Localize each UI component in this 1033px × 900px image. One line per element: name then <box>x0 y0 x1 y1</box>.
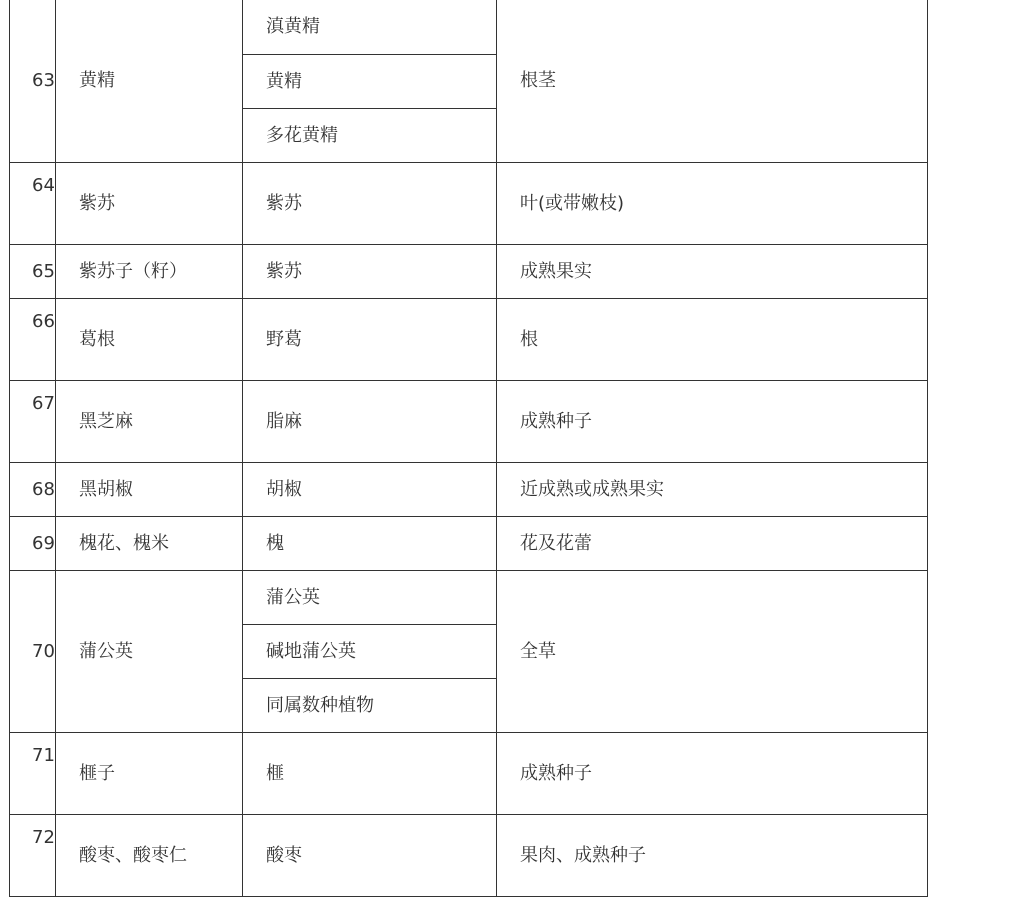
herb-name-cell: 紫苏子（籽） <box>56 245 243 299</box>
herb-name-cell: 酸枣、酸枣仁 <box>56 815 243 897</box>
species-cell: 多花黄精 <box>243 109 497 163</box>
plant-part-cell: 花及花蕾 <box>497 517 928 571</box>
species-cell: 胡椒 <box>243 463 497 517</box>
species-cell: 黄精 <box>243 55 497 109</box>
plant-part-cell: 根茎 <box>497 0 928 163</box>
species-cell: 同属数种植物 <box>243 679 497 733</box>
row-number-cell: 69 <box>10 517 56 571</box>
row-number-cell: 72 <box>10 815 56 897</box>
herb-name-cell: 槐花、槐米 <box>56 517 243 571</box>
species-cell: 紫苏 <box>243 245 497 299</box>
row-number-cell: 64 <box>10 163 56 245</box>
row-number-cell: 71 <box>10 733 56 815</box>
herb-name-cell: 榧子 <box>56 733 243 815</box>
table-row <box>10 571 928 625</box>
herb-name-cell: 葛根 <box>56 299 243 381</box>
plant-part-cell: 根 <box>497 299 928 381</box>
herb-name-cell: 蒲公英 <box>56 571 243 733</box>
herb-name-cell: 黑胡椒 <box>56 463 243 517</box>
table-row <box>10 299 928 381</box>
table-row <box>10 381 928 463</box>
plant-part-cell: 成熟种子 <box>497 733 928 815</box>
species-cell: 滇黄精 <box>243 0 497 55</box>
herb-table <box>9 0 928 897</box>
species-cell: 槐 <box>243 517 497 571</box>
plant-part-cell: 近成熟或成熟果实 <box>497 463 928 517</box>
table-row <box>10 733 928 815</box>
plant-part-cell: 全草 <box>497 571 928 733</box>
row-number-cell: 70 <box>10 571 56 733</box>
species-cell: 碱地蒲公英 <box>243 625 497 679</box>
species-cell: 蒲公英 <box>243 571 497 625</box>
herb-name-cell: 黑芝麻 <box>56 381 243 463</box>
plant-part-cell: 成熟果实 <box>497 245 928 299</box>
plant-part-cell: 叶(或带嫩枝) <box>497 163 928 245</box>
table-row <box>10 463 928 517</box>
herb-name-cell: 紫苏 <box>56 163 243 245</box>
species-cell: 紫苏 <box>243 163 497 245</box>
species-cell: 野葛 <box>243 299 497 381</box>
herb-table-body <box>10 0 928 897</box>
table-row <box>10 517 928 571</box>
table-row <box>10 0 928 55</box>
table-row <box>10 245 928 299</box>
row-number-cell: 68 <box>10 463 56 517</box>
row-number-cell: 65 <box>10 245 56 299</box>
species-cell: 榧 <box>243 733 497 815</box>
species-cell: 酸枣 <box>243 815 497 897</box>
plant-part-cell: 果肉、成熟种子 <box>497 815 928 897</box>
row-number-cell: 63 <box>10 0 56 163</box>
herb-name-cell: 黄精 <box>56 0 243 163</box>
row-number-cell: 67 <box>10 381 56 463</box>
row-number-cell: 66 <box>10 299 56 381</box>
table-row <box>10 815 928 897</box>
plant-part-cell: 成熟种子 <box>497 381 928 463</box>
table-row <box>10 163 928 245</box>
species-cell: 脂麻 <box>243 381 497 463</box>
